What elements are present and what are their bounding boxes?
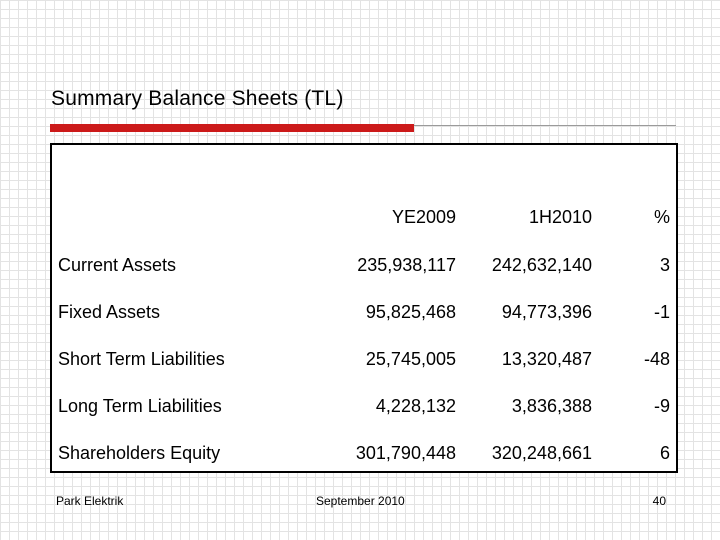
shareholders-equity-1h2010: 320,248,661 xyxy=(491,443,592,463)
fixed-assets-percent: -1 xyxy=(653,302,670,322)
long-term-liabilities-1h2010: 3,836,388 xyxy=(511,396,592,416)
slide-title: Summary Balance Sheets (TL) xyxy=(51,87,344,110)
long-term-liabilities-percent: -9 xyxy=(653,396,670,416)
row-label-short-term-liabilities: Short Term Liabilities xyxy=(58,349,225,369)
current-assets-ye2009: 235,938,117 xyxy=(357,255,456,275)
footer-company-name: Park Elektrik xyxy=(56,494,124,508)
column-header-ye2009: YE2009 xyxy=(391,207,456,227)
row-label-long-term-liabilities: Long Term Liabilities xyxy=(58,396,222,416)
shareholders-equity-percent: 6 xyxy=(659,443,670,463)
short-term-liabilities-percent: -48 xyxy=(643,349,670,369)
footer-date: September 2010 xyxy=(316,494,405,508)
fixed-assets-ye2009: 95,825,468 xyxy=(365,302,456,322)
column-header-percent: % xyxy=(653,207,670,227)
fixed-assets-1h2010: 94,773,396 xyxy=(501,302,592,322)
title-divider-line xyxy=(414,125,676,126)
short-term-liabilities-ye2009: 25,745,005 xyxy=(365,349,456,369)
row-label-fixed-assets: Fixed Assets xyxy=(58,302,161,322)
column-header-1h2010: 1H2010 xyxy=(528,207,592,227)
current-assets-1h2010: 242,632,140 xyxy=(491,255,592,275)
short-term-liabilities-1h2010: 13,320,487 xyxy=(501,349,592,369)
long-term-liabilities-ye2009: 4,228,132 xyxy=(375,396,456,416)
title-accent-bar xyxy=(50,124,414,132)
shareholders-equity-ye2009: 301,790,448 xyxy=(355,443,456,463)
current-assets-percent: 3 xyxy=(659,255,670,275)
row-label-current-assets: Current Assets xyxy=(58,255,177,275)
row-label-shareholders-equity: Shareholders Equity xyxy=(58,443,221,463)
footer-page-number: 40 xyxy=(652,494,666,508)
